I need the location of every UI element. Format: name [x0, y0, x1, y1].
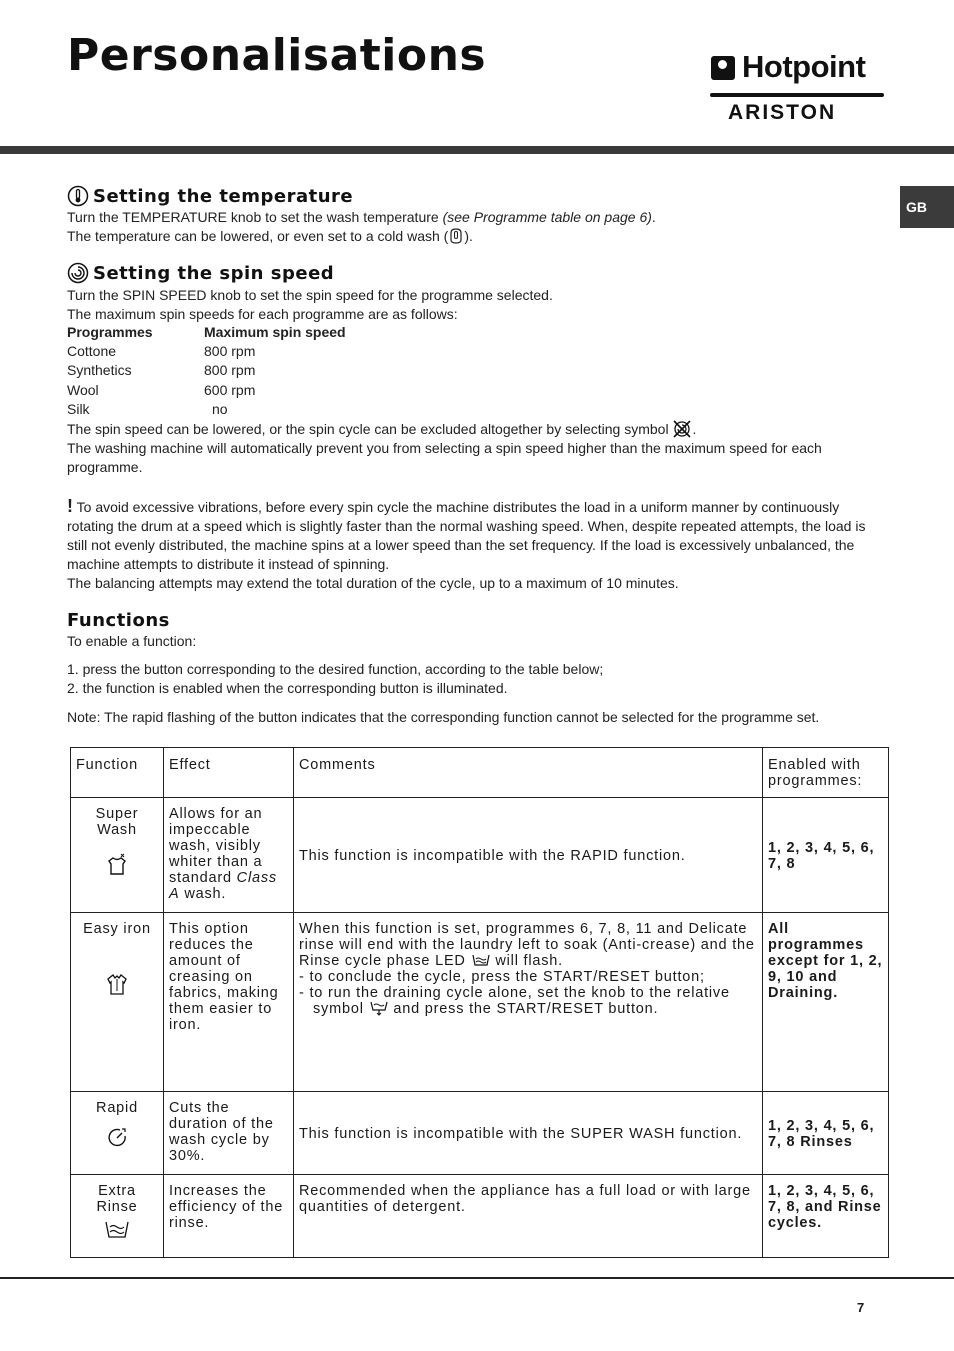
programme-table-reference: (see Programme table on page 6)	[442, 209, 652, 225]
spin-programme: Wool	[67, 382, 99, 398]
enabled-cell: All programmes except for 1, 2, 9, 10 and Draining.	[763, 913, 889, 1092]
effect-cell: Increases the efficiency of the rinse.	[164, 1175, 294, 1258]
temperature-heading-text: Setting the temperature	[93, 186, 354, 207]
page-title: Personalisations	[67, 30, 487, 81]
easy-iron-icon	[104, 971, 130, 997]
spin-icon	[67, 262, 89, 284]
drain-icon	[369, 1000, 389, 1016]
warning-mark-icon: !	[67, 496, 73, 516]
effect-cell: Cuts the duration of the wash cycle by 30%.	[164, 1092, 294, 1175]
header-enabled: Enabled with programmes:	[763, 748, 889, 798]
enabled-cell: 1, 2, 3, 4, 5, 6, 7, 8	[763, 798, 889, 913]
comments-cell: This function is incompatible with the SUPER WASH function.	[294, 1092, 763, 1175]
effect-text: Allows for an impeccable wash, visibly whiter than a standard	[169, 806, 263, 886]
spin-col-programmes: Programmes	[67, 324, 153, 340]
functions-steps	[67, 660, 887, 698]
spin-row	[67, 343, 255, 359]
spin-programme: Silk	[67, 401, 90, 417]
logo-divider	[710, 93, 884, 97]
comments-bullet: - to conclude the cycle, press the START/RESET button;	[299, 969, 705, 985]
effect-text-end: wash.	[179, 886, 227, 902]
effect-cell: This option reduces the amount of creasing on fabrics, making them easier to iron.	[164, 913, 294, 1092]
language-tab: GB	[900, 186, 954, 228]
effect-class-a: Class A	[169, 870, 277, 902]
spin-row	[67, 362, 255, 378]
spin-programme: Synthetics	[67, 362, 132, 378]
spin-row	[67, 382, 255, 398]
temperature-text	[67, 208, 887, 246]
spin-row	[67, 401, 228, 417]
spin-line-4: The washing machine will automatically prevent you from selecting a spin speed higher than the maximum speed for each programme.	[67, 440, 822, 475]
functions-step-2: 2. the function is enabled when the corresponding button is illuminated.	[67, 680, 508, 696]
hotpoint-logo-icon	[711, 56, 735, 80]
table-row	[71, 1175, 889, 1258]
cold-wash-icon	[448, 227, 464, 245]
comments-bullet-end: and press the START/RESET button.	[388, 1001, 659, 1017]
spin-line-1: Turn the SPIN SPEED knob to set the spin speed for the programme selected.	[67, 287, 553, 303]
comments-cell: This function is incompatible with the RAPID function.	[294, 798, 763, 913]
warning-note	[67, 497, 882, 593]
comments-cell: Recommended when the appliance has a full load or with large quantities of detergent.	[294, 1175, 763, 1258]
comments-text-end: will flash.	[490, 953, 563, 969]
function-cell	[71, 1092, 164, 1175]
spin-notes	[67, 420, 887, 477]
comments-text: When this function is set, programmes 6, 7, 8, 11 and Delicate rinse will end with the laundry left to soak (Anti-crease) and the Rinse cycle phase LED	[299, 921, 755, 969]
comments-bullet	[299, 985, 757, 1017]
comments-cell	[294, 913, 763, 1092]
footer-rule	[0, 1277, 954, 1279]
spin-speed: 800 rpm	[204, 362, 256, 378]
enabled-cell: 1, 2, 3, 4, 5, 6, 7, 8, and Rinse cycles.	[763, 1175, 889, 1258]
spin-heading	[67, 263, 334, 284]
extra-rinse-icon	[104, 1219, 130, 1239]
table-row	[71, 798, 889, 913]
spin-line-3-end: .	[692, 421, 697, 437]
spin-line-3	[67, 420, 887, 439]
thermometer-icon	[67, 185, 89, 207]
header-comments: Comments	[294, 748, 763, 798]
function-cell	[71, 798, 164, 913]
spin-programme: Cottone	[67, 343, 117, 359]
enabled-cell: 1, 2, 3, 4, 5, 6, 7, 8 Rinses	[763, 1092, 889, 1175]
temperature-line-2	[67, 227, 887, 246]
spin-line-3-text: The spin speed can be lowered, or the spin cycle can be excluded altogether by selecting symbol	[67, 421, 673, 437]
comments-paragraph	[299, 921, 757, 969]
warning-text: To avoid excessive vibrations, before every spin cycle the machine distributes the load in a uniform manner by continuously rotating the drum at a speed which is slightly faster than the normal washing speed. When, despite repeated attempts, the load is still not evenly distributed, the machine spins at a lower speed than the set frequency. If the load is excessively unbalanced, the machine attempts to distribute it instead of spinning.	[67, 499, 866, 572]
spin-table-header	[67, 324, 346, 340]
spin-speed: 800 rpm	[204, 343, 256, 359]
spin-line-2: The maximum spin speeds for each programme are as follows:	[67, 306, 458, 322]
brand-primary: Hotpoint	[742, 49, 866, 84]
temperature-line-1	[67, 208, 887, 227]
warning-paragraph-2: The balancing attempts may extend the total duration of the cycle, up to a maximum of 10 minutes.	[67, 575, 679, 591]
rinse-led-icon	[471, 953, 491, 967]
header-rule	[0, 146, 954, 154]
function-name: Easy iron	[83, 921, 151, 937]
functions-heading: Functions	[67, 610, 170, 631]
comments-bullet-text: - to run the draining cycle alone, set the knob to the relative symbol	[299, 985, 730, 1017]
spin-speed: no	[212, 401, 228, 417]
functions-note: Note: The rapid flashing of the button indicates that the corresponding function cannot be selected for the programme set.	[67, 709, 820, 725]
function-name: Rapid	[96, 1100, 138, 1116]
no-spin-icon	[672, 420, 692, 438]
temperature-line-1-text: Turn the TEMPERATURE knob to set the wash temperature	[67, 209, 443, 225]
effect-cell	[164, 798, 294, 913]
functions-intro: To enable a function:	[67, 633, 197, 649]
table-header-row	[71, 748, 889, 798]
spin-speed: 600 rpm	[204, 382, 256, 398]
brand-logo	[710, 49, 886, 126]
table-row	[71, 913, 889, 1092]
temperature-heading	[67, 186, 353, 207]
header-function: Function	[71, 748, 164, 798]
page-number: 7	[857, 1300, 865, 1315]
spin-intro	[67, 286, 887, 324]
header-effect: Effect	[164, 748, 294, 798]
warning-paragraph	[67, 497, 882, 574]
temperature-line-2-text: The temperature can be lowered, or even set to a cold wash (	[67, 228, 449, 244]
function-name: Extra Rinse	[96, 1183, 138, 1215]
super-wash-icon	[104, 852, 130, 878]
function-name: Super Wash	[95, 806, 139, 838]
function-cell	[71, 913, 164, 1092]
temperature-line-2-end: ).	[464, 228, 473, 244]
brand-secondary: ARISTON	[728, 101, 837, 124]
functions-table	[70, 747, 889, 1258]
spin-col-max: Maximum spin speed	[204, 324, 346, 340]
spin-heading-text: Setting the spin speed	[93, 263, 335, 284]
function-cell	[71, 1175, 164, 1258]
table-row	[71, 1092, 889, 1175]
functions-step-1: 1. press the button corresponding to the desired function, according to the table below;	[67, 661, 604, 677]
temperature-line-1-end: .	[651, 209, 656, 225]
rapid-icon	[105, 1126, 129, 1150]
